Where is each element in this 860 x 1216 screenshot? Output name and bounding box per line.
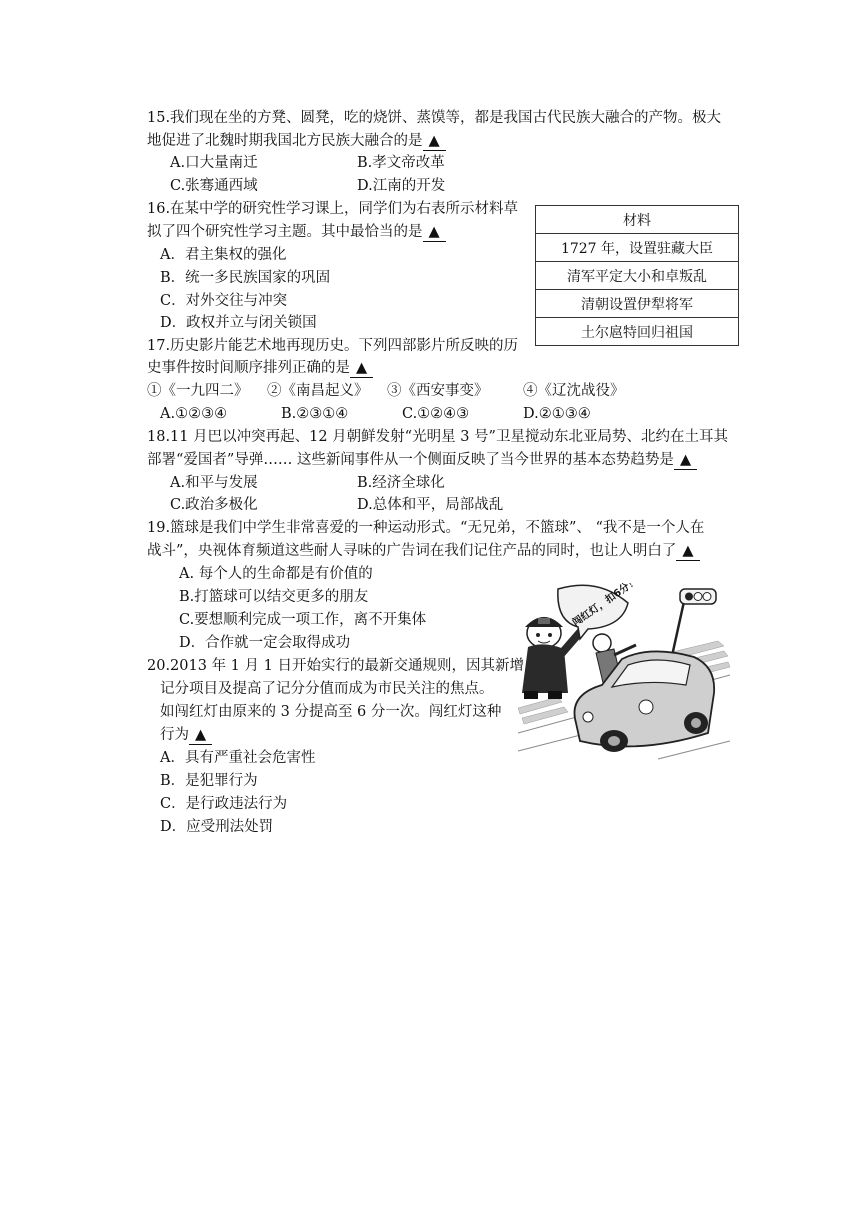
q17-stem-line1: 17.历史影片能艺术地再现历史。下列四部影片所反映的历 xyxy=(147,338,519,354)
q17-answer-blank: ▲ xyxy=(350,360,373,378)
q18-answer-blank: ▲ xyxy=(674,452,697,470)
material-table-row: 清军平定大小和卓叛乱 xyxy=(536,262,739,290)
q20-option-b: B．是犯罪行为 xyxy=(160,773,258,789)
q15-option-c: C.张骞通西域 xyxy=(170,178,258,194)
q17-stem-text: 史事件按时间顺序排列正确的是 xyxy=(147,360,350,376)
material-table-row: 清朝设置伊犁将军 xyxy=(536,290,739,318)
q15-option-b: B.孝文帝改革 xyxy=(357,155,445,171)
q18-stem-line1: 18.11 月巴以冲突再起、12 月朝鲜发射“光明星 3 号”卫星搅动东北亚局势、北约在土耳其 xyxy=(147,429,728,445)
red-light-cartoon xyxy=(518,583,730,771)
q16-option-a: A．君主集权的强化 xyxy=(160,247,287,263)
q17-option-c: C.①②④③ xyxy=(402,406,470,422)
q17-film-2: ②《南昌起义》 xyxy=(267,383,369,399)
material-table-header: 材料 xyxy=(536,206,739,234)
q18-option-a: A.和平与发展 xyxy=(170,475,258,491)
q20-stem-line4 xyxy=(160,725,212,745)
q18-option-b: B.经济全球化 xyxy=(357,475,445,491)
q20-stem-line1: 20.2013 年 1 月 1 日开始实行的最新交通规则，因其新增 xyxy=(147,658,524,674)
q19-stem-text: 战斗”，央视体育频道这些耐人寻味的广告词在我们记住产品的同时，也让人明白了 xyxy=(147,543,677,559)
q19-stem-line1: 19.篮球是我们中学生非常喜爱的一种运动形式。“无兄弟，不篮球”、 “我不是一个人在 xyxy=(147,520,705,536)
q16-option-b: B．统一多民族国家的巩固 xyxy=(160,270,331,286)
q16-option-c: C．对外交往与冲突 xyxy=(160,293,288,309)
q17-stem-line2 xyxy=(147,358,373,378)
q17-film-3: ③《西安事变》 xyxy=(387,383,489,399)
car-icon xyxy=(574,651,714,752)
q19-answer-blank: ▲ xyxy=(676,543,699,561)
q19-stem-line2 xyxy=(147,541,700,561)
q20-answer-blank: ▲ xyxy=(189,727,212,745)
q20-stem-text: 行为 xyxy=(160,727,189,743)
q16-option-d: D．政权并立与闭关锁国 xyxy=(160,315,317,331)
material-table-row: 土尔扈特回归祖国 xyxy=(536,318,739,346)
q20-option-a: A．具有严重社会危害性 xyxy=(160,750,316,766)
q16-stem-text: 拟了四个研究性学习主题。其中最恰当的是 xyxy=(147,224,423,240)
q15-stem-text: 地促进了北魏时期我国北方民族大融合的是 xyxy=(147,133,423,149)
q15-answer-blank: ▲ xyxy=(423,133,446,151)
q17-film-4: ④《辽沈战役》 xyxy=(523,383,625,399)
q16-stem-line2 xyxy=(147,222,446,242)
q17-option-b: B.②③①④ xyxy=(281,406,349,422)
q15-stem-line1: 15.我们现在坐的方凳、圆凳，吃的烧饼、蒸馍等，都是我国古代民族大融合的产物。极大 xyxy=(147,110,722,126)
q18-option-d: D.总体和平，局部战乱 xyxy=(357,497,504,513)
q20-stem-line2: 记分项目及提高了记分分值而成为市民关注的焦点。 xyxy=(160,681,494,697)
q15-option-d: D.江南的开发 xyxy=(357,178,446,194)
q16-material-table xyxy=(535,205,739,346)
material-table-row: 1727 年，设置驻藏大臣 xyxy=(536,234,739,262)
q15-stem-line2 xyxy=(147,131,446,151)
q20-stem-line3: 如闯红灯由原来的 3 分提高至 6 分一次。闯红灯这种 xyxy=(160,704,502,720)
q17-option-d: D.②①③④ xyxy=(523,406,591,422)
q19-option-c: C.要想顺利完成一项工作，离不开集体 xyxy=(179,612,427,628)
q17-film-1: ①《一九四二》 xyxy=(147,383,249,399)
cartoon-caption: 闯红灯，扣6分！ xyxy=(570,583,641,629)
q16-stem-line1: 16.在某中学的研究性学习课上，同学们为右表所示材料草 xyxy=(147,201,519,217)
q18-stem-line2 xyxy=(147,450,697,470)
q20-option-d: D．应受刑法处罚 xyxy=(160,819,274,835)
q18-stem-text: 部署“爱国者”导弹…… 这些新闻事件从一个侧面反映了当今世界的基本态势趋势是 xyxy=(147,452,674,468)
q19-option-b: B.打篮球可以结交更多的朋友 xyxy=(179,589,369,605)
q15-option-a: A.口大量南迁 xyxy=(170,155,258,171)
q18-option-c: C.政治多极化 xyxy=(170,497,258,513)
q19-option-d: D．合作就一定会取得成功 xyxy=(179,635,351,651)
q19-option-a: A. 每个人的生命都是有价值的 xyxy=(179,566,373,582)
q20-option-c: C．是行政违法行为 xyxy=(160,796,288,812)
q16-answer-blank: ▲ xyxy=(423,224,446,242)
q17-option-a: A.①②③④ xyxy=(160,406,228,422)
